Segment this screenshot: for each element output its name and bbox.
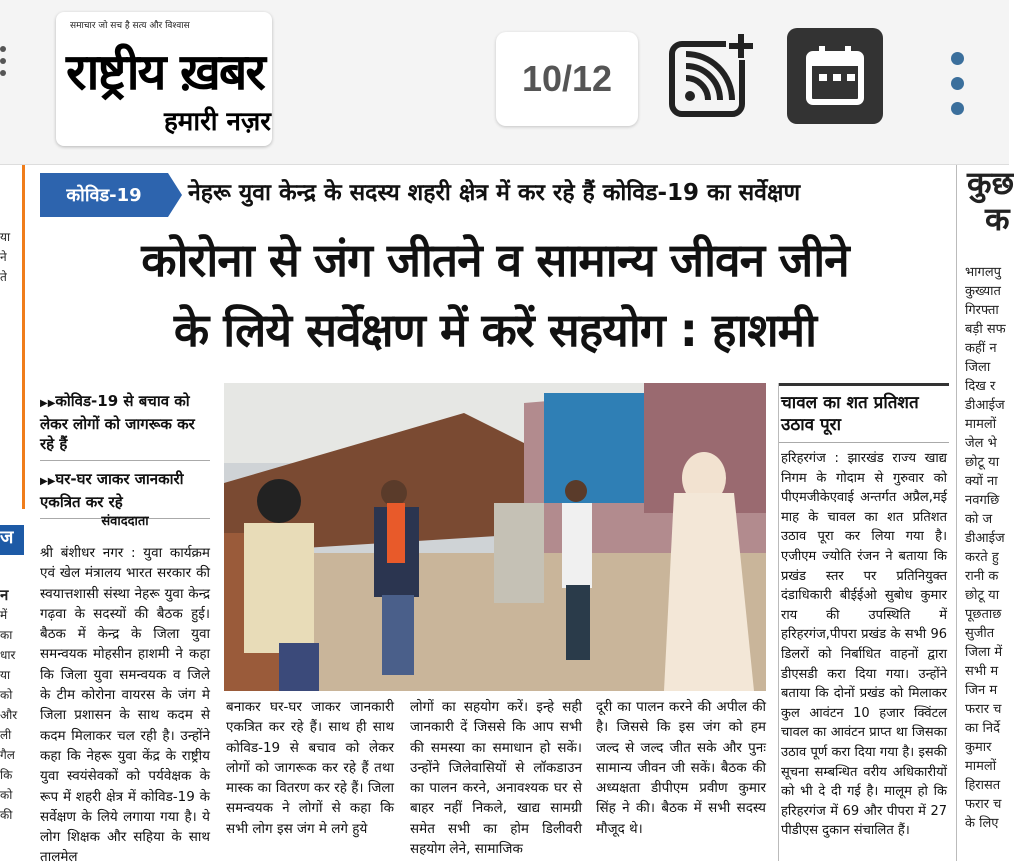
- logo-name: राष्ट्रीय ख़बर: [66, 43, 264, 101]
- calendar-button[interactable]: [787, 28, 883, 124]
- right-text-line: नवगछि: [965, 493, 1000, 508]
- right-text-line: डीआईज: [965, 531, 1005, 546]
- left-text: गैल: [0, 748, 15, 762]
- right-text-line: करते हु: [965, 550, 999, 565]
- right-headline: कुछ: [967, 164, 1014, 202]
- headline-line: कोरोना से जंग जीतने व सामान्य जीवन जीने: [141, 233, 849, 287]
- left-text: ली: [0, 728, 12, 742]
- left-text: ने: [0, 250, 7, 264]
- left-text: को: [0, 688, 13, 702]
- right-text-line: कुमार: [965, 740, 992, 755]
- right-text-line: फरार च: [965, 702, 1002, 717]
- article-body-col1: श्री बंशीधर नगर : युवा कार्यक्रम एवं खेल मंत्रालय भारत सरकार की स्वयात्तशासी संस्था नेहरू युवा केन्द्र गढ़वा के सदस्यों की बैठक हुई। बैठक में केन्द्र के जिला युवा समन्वयक मोहसीन हाशमी ने कहा कि जिला युवा समन्वयक व जिले के टीम कोरोना वायरस के जंग मे जिला प्रशासन के साथ कदम से कदम मिलाकर चल रही है। उन्होंने कहा कि नेहरू युवा केंद्र के राष्ट्रीय युवा स्वयंसेवकों को पर्यवेक्षक के रूप में शहरी क्षेत्र में कोविड-19 के सर्वेक्षण के लिये लगाया गया है। ये लोग शिक्षक और सहिया के साथ तालमेल: [40, 545, 210, 866]
- right-text-line: रानी क: [965, 569, 999, 584]
- logo-subtitle: हमारी नज़र: [164, 107, 271, 137]
- left-text: की: [0, 808, 13, 822]
- kicker-line: नेहरू युवा केन्द्र के सदस्य शहरी क्षेत्र में कर रहे हैं कोविड-19 का सर्वेक्षण: [188, 180, 801, 206]
- right-text-line: जिला में: [965, 645, 1003, 660]
- left-text: ते: [0, 270, 7, 284]
- kicker-tag: कोविड-19: [40, 173, 168, 217]
- newspaper-page[interactable]: [0, 164, 1014, 866]
- right-text-line: का निर्दे: [965, 721, 1000, 736]
- right-text-line: डीआईज: [965, 398, 1005, 413]
- right-text-line: मामलों: [965, 417, 997, 432]
- right-text-line: हिरासत: [965, 778, 1001, 793]
- app-toolbar: [0, 0, 1009, 165]
- newspaper-logo[interactable]: [56, 12, 272, 146]
- right-text-line: फरार च: [965, 797, 1002, 812]
- news-photo: [224, 383, 766, 691]
- right-text-line: पूछताछ: [965, 607, 1002, 622]
- highlight-bullets: [40, 389, 210, 525]
- right-text-line: छोटू या: [965, 588, 1000, 603]
- left-adjacent-column: [0, 165, 24, 861]
- right-text-line: कुख्यात: [965, 284, 1001, 299]
- page-counter-button[interactable]: 10/12: [496, 32, 638, 126]
- more-vertical-icon[interactable]: [944, 52, 970, 116]
- right-text-line: क्यों ना: [965, 474, 998, 489]
- left-blue-tag: ज: [0, 525, 24, 555]
- right-text-line: छोटू या: [965, 455, 1000, 470]
- right-text-line: गिरफ्ता: [965, 303, 999, 318]
- side-story: [778, 383, 949, 861]
- right-text-line: जेल भे: [965, 436, 997, 451]
- calendar-icon: [787, 28, 883, 124]
- rss-add-icon[interactable]: [668, 30, 758, 120]
- right-text-line: मामलों: [965, 759, 997, 774]
- side-story-title: चावल का शत प्रतिशत उठाव पूरा: [779, 383, 949, 443]
- bullet-item: ▶▶ कोविड-19 से बचाव को लेकर लोगों को जागरूक कर रहे हैं: [40, 389, 210, 461]
- right-text-line: को ज: [965, 512, 993, 527]
- logo-tagline: समाचार जो सच है सत्य और विश्वास: [70, 21, 190, 31]
- headline-line: के लिये सर्वेक्षण में करें सहयोग : हाशमी: [173, 303, 817, 357]
- left-text: में: [0, 608, 8, 622]
- right-text-line: कहीं न: [965, 341, 997, 356]
- right-text-line: सभी म: [965, 664, 999, 679]
- right-text-line: बड़ी सफ: [965, 322, 1006, 337]
- right-text-line: भागलपु: [965, 265, 1002, 280]
- right-text-line: जिन म: [965, 683, 998, 698]
- left-text: न: [0, 586, 9, 604]
- article-body-col4: दूरी का पालन करने की अपील की है। जिससे कि इस जंग को हम जल्द से जल्द जीत सके और पुनः सामान्य जीवन जी सकें। बैठक की अध्यक्षता डीपीएम प्रवीण कुमार सिंह ने की। बैठक में सभी सदस्य मौजूद थे।: [596, 699, 766, 837]
- left-orange-box: [0, 165, 25, 509]
- back-edge-icon[interactable]: [0, 40, 8, 100]
- right-text-line: दिख र: [965, 379, 996, 394]
- left-text: और: [0, 708, 18, 722]
- left-text: या: [0, 668, 11, 682]
- left-text: का: [0, 628, 13, 642]
- left-text: या: [0, 230, 11, 244]
- left-text: धार: [0, 648, 16, 662]
- right-headline: क: [985, 200, 1010, 238]
- right-adjacent-column: [956, 164, 1014, 861]
- headline: [40, 225, 950, 365]
- side-story-body: हरिहरगंज : झारखंड राज्य खाद्य निगम के गोदाम से गुरुवार को पीएमजीकेएवाई अन्तर्गत अप्रैल,मई माह के चावल का शत प्रतिशत उठाव पूरा कर लिया गया है। एजीएम ज्योति रंजन ने बताया कि प्रखंड स्तर पर प्रतिनियुक्त दंडाधिकारी बीईईओ सुबोध कुमार राय की उपस्थिति में हरिहरगंज,पीपरा प्रखंड के सभी 96 डिलरों को निर्बाधित वाहनों द्वारा डीएसडी करा दिया गया। उन्होंने बताया कि दोनों प्रखंड को मिलाकर कुल आवंटन 10 हजार क्विंटल चावल का आवंटन प्राप्त था जिसका उठाव पूर्ण करा दिया गया है। इसकी सूचना सम्बन्धित वरीय अधिकारीयों को भी दे दी गई है। मालूम हो कि हरिहरगंज में 69 और पीपरा में 27 पीडीएस दुकान संचालित हैं।: [781, 451, 947, 839]
- bullet-item: ▶▶ घर-घर जाकर जानकारी एकत्रित कर रहे: [40, 467, 210, 519]
- article-body-col3: लोगों का सहयोग करें। इन्हे सही जानकारी दें जिससे कि आप सभी की समस्या का समाधान हो सकें। उन्होंने जिलेवासियों से लॉकडाउन का पालन करने, अनावश्यक घर से बाहर नहीं निकले, खाद्य सामग्री समेत सभी का होम डिलीवरी सहयोग लेने, सामाजिक: [410, 699, 582, 858]
- left-text: कि: [0, 768, 13, 782]
- right-text-line: सुजीत: [965, 626, 995, 641]
- article-body-col2: बनाकर घर-घर जाकर जानकारी एकत्रित कर रहे हैं। साथ ही साथ कोविड-19 से बचाव को लेकर लोगों को जागरूक कर रहे हैं तथा मास्क का वितरण कर रहे हैं। जिला समन्वयक ने लोगों से कहा कि सभी लोग इस जंग मे लगे हुये: [226, 699, 394, 837]
- right-text-line: जिला: [965, 360, 991, 375]
- right-text-line: के लिए: [965, 816, 999, 831]
- left-text: को: [0, 788, 13, 802]
- byline: संवाददाता: [101, 514, 149, 529]
